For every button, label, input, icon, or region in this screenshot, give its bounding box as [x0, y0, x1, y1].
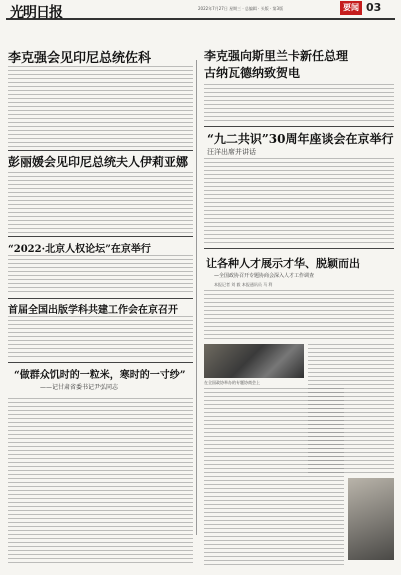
- headline-article-1: 李克强会见印尼总统佐科: [8, 51, 152, 66]
- byline-article-8: 本报记者 刘 毅 本报通讯员 马 利: [214, 282, 273, 287]
- subheadline-article-7: 汪洋出席并讲话: [207, 148, 256, 156]
- divider: [8, 362, 193, 363]
- headline-article-7: “九二共识”30周年座谈会在京举行: [207, 132, 394, 146]
- headline-article-2: 彭丽媛会见印尼总统夫人伊莉亚娜: [8, 155, 189, 169]
- section-badge: 要闻: [340, 1, 362, 15]
- page-number: 03: [366, 1, 382, 14]
- article-1-body: [8, 66, 193, 150]
- headline-article-6-line1: 李克强向斯里兰卡新任总理: [204, 49, 349, 63]
- headline-article-4: 首届全国出版学科共建工作会在京召开: [8, 305, 178, 316]
- article-3-body: [8, 255, 193, 295]
- divider: [8, 150, 193, 151]
- subheadline-article-5: ——记甘肃省委书记尹弘同志: [40, 384, 119, 391]
- headline-article-3: “2022·北京人权论坛”在京举行: [8, 244, 151, 255]
- divider: [204, 126, 394, 127]
- headline-article-8: 让各种人才展示才华、脱颖而出: [206, 257, 360, 270]
- divider: [204, 248, 394, 249]
- article-7-body: [204, 158, 394, 246]
- article-8-sidebar-text: [308, 344, 394, 474]
- article-6-body: [204, 84, 394, 124]
- divider: [8, 298, 193, 299]
- subheadline-article-8: —全国政协召开专题协商会深入人才工作调查: [214, 273, 315, 279]
- article-8-body: [204, 290, 394, 340]
- column-divider: [196, 60, 197, 535]
- dateline: 2022年7月27日 星期三 · 总编辑 · 头版 · 第3版: [198, 6, 284, 11]
- article-5-body: [8, 398, 193, 566]
- news-photo: [204, 344, 304, 378]
- headline-article-5: “做群众饥时的一粒米，寒时的一寸纱”: [14, 370, 186, 381]
- portrait-photo: [348, 478, 394, 560]
- headline-article-6-line2: 古纳瓦德纳致贺电: [204, 66, 301, 80]
- photo-caption: 在全国政协举办的专题协商会上: [204, 380, 260, 385]
- newspaper-logo: 光明日报: [10, 5, 62, 21]
- article-2-body: [8, 172, 193, 234]
- article-4-body: [8, 316, 193, 358]
- divider: [8, 236, 193, 237]
